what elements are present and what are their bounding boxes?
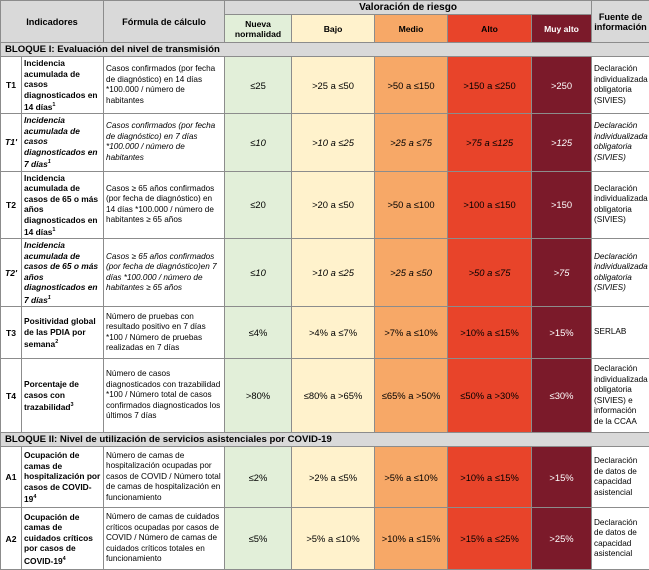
header-indicators: Indicadores — [1, 1, 104, 43]
row-code: A2 — [1, 508, 22, 570]
value-muy-alto: >15% — [532, 307, 592, 359]
row-code: A1 — [1, 447, 22, 508]
row-code: T4 — [1, 359, 22, 433]
row-code: T1' — [1, 114, 22, 171]
row-formula: Casos confirmados (por fecha de diagnóstico) en 7 días *100.000 / número de habitantes — [104, 114, 225, 171]
row-indicator: Incidencia acumulada de casos diagnosticados en 14 días$^1$ — [22, 57, 104, 114]
level-muy-alto: Muy alto — [532, 15, 592, 43]
value-alto: >15% a ≤25% — [448, 508, 532, 570]
header-valuation: Valoración de riesgo — [225, 1, 592, 15]
value-muy-alto: >75 — [532, 239, 592, 307]
row-code: T2' — [1, 239, 22, 307]
value-nueva-normalidad: ≤5% — [225, 508, 292, 570]
row-indicator: Incidencia acumulada de casos de 65 o más años diagnosticados en 14 días$^1$ — [22, 171, 104, 239]
value-alto: >10% a ≤15% — [448, 307, 532, 359]
row-source: Declaración individualizada obligatoria (SIVIES) — [592, 114, 649, 171]
value-muy-alto: >125 — [532, 114, 592, 171]
row-formula: Número de pruebas con resultado positivo en 7 días *100 / Número de pruebas realizadas en 7 días — [104, 307, 225, 359]
value-alto: >10% a ≤15% — [448, 447, 532, 508]
value-bajo: >4% a ≤7% — [292, 307, 375, 359]
table-row — [1, 307, 649, 359]
value-muy-alto: >250 — [532, 57, 592, 114]
row-source: Declaración individualizada obligatoria (SIVIES) — [592, 171, 649, 239]
value-nueva-normalidad: ≤10 — [225, 114, 292, 171]
row-indicator: Porcentaje de casos con trazabilidad$^3$ — [22, 359, 104, 433]
level-medio: Medio — [375, 15, 448, 43]
value-bajo: >25 a ≤50 — [292, 57, 375, 114]
value-muy-alto: >15% — [532, 447, 592, 508]
row-source: Declaración individualizada obligatoria (SIVIES) — [592, 57, 649, 114]
value-nueva-normalidad: ≤25 — [225, 57, 292, 114]
row-formula: Número de camas de cuidados críticos ocupadas por casos de COVID / Número de camas de cuidados críticos totales en funcionamiento — [104, 508, 225, 570]
row-source: Declaración de datos de capacidad asistencial — [592, 447, 649, 508]
value-alto: ≤50% a >30% — [448, 359, 532, 433]
row-source: Declaración individualizada obligatoria (SIVIES) — [592, 239, 649, 307]
level-alto: Alto — [448, 15, 532, 43]
value-medio: >5% a ≤10% — [375, 447, 448, 508]
value-nueva-normalidad: ≤4% — [225, 307, 292, 359]
value-nueva-normalidad: ≤2% — [225, 447, 292, 508]
value-bajo: >5% a ≤10% — [292, 508, 375, 570]
value-muy-alto: >25% — [532, 508, 592, 570]
block1-title: BLOQUE I: Evaluación del nivel de transmisión — [1, 43, 649, 57]
value-bajo: >2% a ≤5% — [292, 447, 375, 508]
value-medio: >50 a ≤100 — [375, 171, 448, 239]
header-source: Fuente de información — [592, 1, 649, 43]
value-medio: >50 a ≤150 — [375, 57, 448, 114]
value-bajo: ≤80% a >65% — [292, 359, 375, 433]
value-medio: >10% a ≤15% — [375, 508, 448, 570]
row-formula: Casos ≥ 65 años confirmados (por fecha de diagnóstico) en 14 días *100.000 / número de habitantes ≥ 65 años — [104, 171, 225, 239]
row-code: T1 — [1, 57, 22, 114]
value-alto: >100 a ≤150 — [448, 171, 532, 239]
table-row — [1, 508, 649, 570]
value-medio: >25 a ≤75 — [375, 114, 448, 171]
value-nueva-normalidad: >80% — [225, 359, 292, 433]
value-bajo: >10 a ≤25 — [292, 114, 375, 171]
row-indicator: Positividad global de las PDIA por semana$^2$ — [22, 307, 104, 359]
row-code: T3 — [1, 307, 22, 359]
level-nueva-normalidad: Nueva normalidad — [225, 15, 292, 43]
table-row — [1, 359, 649, 433]
table-row — [1, 239, 649, 307]
level-bajo: Bajo — [292, 15, 375, 43]
block2-title: BLOQUE II: Nivel de utilización de servicios asistenciales por COVID-19 — [1, 433, 649, 447]
value-nueva-normalidad: ≤20 — [225, 171, 292, 239]
row-source: Declaración de datos de capacidad asistencial — [592, 508, 649, 570]
value-alto: >150 a ≤250 — [448, 57, 532, 114]
value-medio: >25 a ≤50 — [375, 239, 448, 307]
row-formula: Casos ≥ 65 años confirmados (por fecha de diagnóstico)en 7 días *100.000 / número de habitantes ≥ 65 años — [104, 239, 225, 307]
row-formula: Casos confirmados (por fecha de diagnóstico) en 14 días *100.000 / número de habitantes — [104, 57, 225, 114]
value-medio: ≤65% a >50% — [375, 359, 448, 433]
value-alto: >50 a ≤75 — [448, 239, 532, 307]
row-formula: Número de casos diagnosticados con trazabilidad *100 / Número total de casos confirmados diagnosticados los últimos 7 días — [104, 359, 225, 433]
row-indicator: Ocupación de camas de cuidados críticos por casos de COVID-$19^4$ — [22, 508, 104, 570]
row-source: Declaración individualizada obligatoria (SIVIES) e información de la CCAA — [592, 359, 649, 433]
table-row — [1, 57, 649, 114]
row-formula: Número de camas de hospitalización ocupadas por casos de COVID / Número total de camas de hospitalización en funcionamiento — [104, 447, 225, 508]
row-indicator: Incidencia acumulada de casos diagnosticados en 7 días$^1$ — [22, 114, 104, 171]
row-indicator: Incidencia acumulada de casos de 65 o más años diagnosticados en 7 días$^1$ — [22, 239, 104, 307]
row-source: SERLAB — [592, 307, 649, 359]
value-bajo: >10 a ≤25 — [292, 239, 375, 307]
value-muy-alto: ≤30% — [532, 359, 592, 433]
row-code: T2 — [1, 171, 22, 239]
table-row — [1, 447, 649, 508]
value-alto: >75 a ≤125 — [448, 114, 532, 171]
table-row — [1, 171, 649, 239]
row-indicator: Ocupación de camas de hospitalización por casos de COVID-$19^4$ — [22, 447, 104, 508]
header-formula: Fórmula de cálculo — [104, 1, 225, 43]
value-medio: >7% a ≤10% — [375, 307, 448, 359]
value-bajo: >20 a ≤50 — [292, 171, 375, 239]
value-nueva-normalidad: ≤10 — [225, 239, 292, 307]
table-row — [1, 114, 649, 171]
value-muy-alto: >150 — [532, 171, 592, 239]
